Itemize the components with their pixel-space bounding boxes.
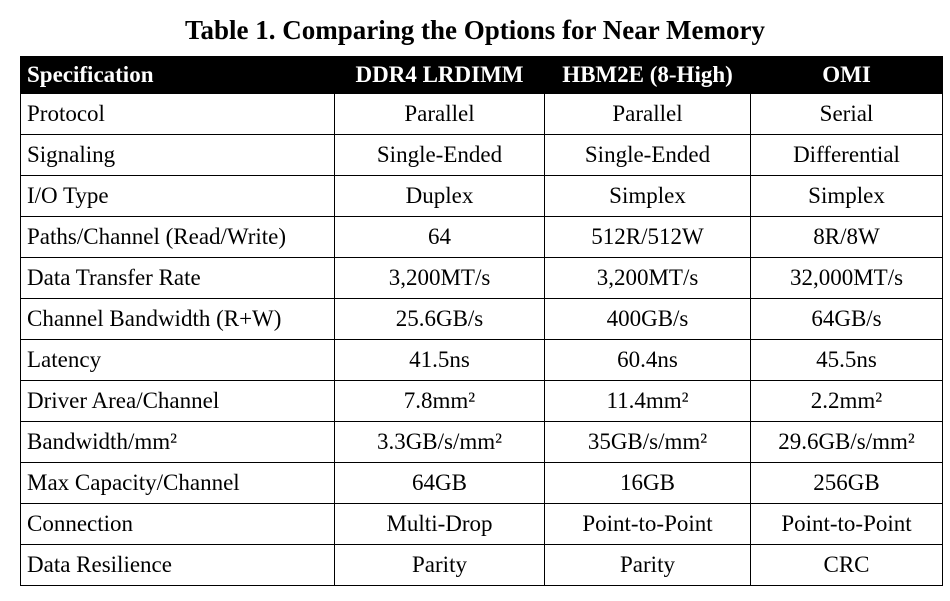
table-row [21, 258, 943, 299]
cell-omi: CRC [751, 545, 943, 586]
row-label: Latency [21, 340, 335, 381]
row-label: Driver Area/Channel [21, 381, 335, 422]
row-label: Data Resilience [21, 545, 335, 586]
table-title: Table 1. Comparing the Options for Near Memory [185, 15, 765, 45]
cell-hbm2e: Single-Ended [545, 135, 751, 176]
header-row [21, 57, 943, 94]
table-row [21, 340, 943, 381]
cell-ddr4-lrdimm: Multi-Drop [335, 504, 545, 545]
cell-omi: 45.5ns [751, 340, 943, 381]
row-label: I/O Type [21, 176, 335, 217]
cell-omi: 64GB/s [751, 299, 943, 340]
header-cell-omi: OMI [751, 57, 943, 94]
cell-hbm2e: Parity [545, 545, 751, 586]
cell-omi: 29.6GB/s/mm² [751, 422, 943, 463]
row-label: Channel Bandwidth (R+W) [21, 299, 335, 340]
table-row [21, 176, 943, 217]
cell-ddr4-lrdimm: Parity [335, 545, 545, 586]
table-body [21, 94, 943, 586]
header-cell-ddr4-lrdimm: DDR4 LRDIMM [335, 57, 545, 94]
cell-ddr4-lrdimm: Single-Ended [335, 135, 545, 176]
table-row [21, 299, 943, 340]
cell-omi: Serial [751, 94, 943, 135]
table-row [21, 217, 943, 258]
header-cell-specification: Specification [21, 57, 335, 94]
cell-hbm2e: Parallel [545, 94, 751, 135]
cell-omi: Simplex [751, 176, 943, 217]
cell-ddr4-lrdimm: 64GB [335, 463, 545, 504]
cell-hbm2e: 11.4mm² [545, 381, 751, 422]
row-label: Signaling [21, 135, 335, 176]
header-cell-hbm2e: HBM2E (8-High) [545, 57, 751, 94]
cell-hbm2e: Point-to-Point [545, 504, 751, 545]
cell-ddr4-lrdimm: 25.6GB/s [335, 299, 545, 340]
cell-ddr4-lrdimm: 3,200MT/s [335, 258, 545, 299]
cell-omi: 32,000MT/s [751, 258, 943, 299]
cell-hbm2e: 512R/512W [545, 217, 751, 258]
cell-omi: 8R/8W [751, 217, 943, 258]
cell-hbm2e: 3,200MT/s [545, 258, 751, 299]
table-row [21, 422, 943, 463]
cell-ddr4-lrdimm: 64 [335, 217, 545, 258]
cell-hbm2e: 35GB/s/mm² [545, 422, 751, 463]
row-label: Data Transfer Rate [21, 258, 335, 299]
cell-hbm2e: Simplex [545, 176, 751, 217]
table-row [21, 504, 943, 545]
table-row [21, 94, 943, 135]
comparison-table [20, 56, 943, 586]
cell-omi: Point-to-Point [751, 504, 943, 545]
table-row [21, 463, 943, 504]
cell-omi: 256GB [751, 463, 943, 504]
table-row [21, 545, 943, 586]
row-label: Max Capacity/Channel [21, 463, 335, 504]
cell-hbm2e: 16GB [545, 463, 751, 504]
cell-ddr4-lrdimm: Parallel [335, 94, 545, 135]
table-row [21, 381, 943, 422]
cell-hbm2e: 60.4ns [545, 340, 751, 381]
cell-omi: Differential [751, 135, 943, 176]
row-label: Protocol [21, 94, 335, 135]
cell-hbm2e: 400GB/s [545, 299, 751, 340]
cell-ddr4-lrdimm: Duplex [335, 176, 545, 217]
cell-omi: 2.2mm² [751, 381, 943, 422]
row-label: Connection [21, 504, 335, 545]
row-label: Bandwidth/mm² [21, 422, 335, 463]
table-header [21, 57, 943, 94]
table-row [21, 135, 943, 176]
cell-ddr4-lrdimm: 41.5ns [335, 340, 545, 381]
cell-ddr4-lrdimm: 7.8mm² [335, 381, 545, 422]
row-label: Paths/Channel (Read/Write) [21, 217, 335, 258]
cell-ddr4-lrdimm: 3.3GB/s/mm² [335, 422, 545, 463]
